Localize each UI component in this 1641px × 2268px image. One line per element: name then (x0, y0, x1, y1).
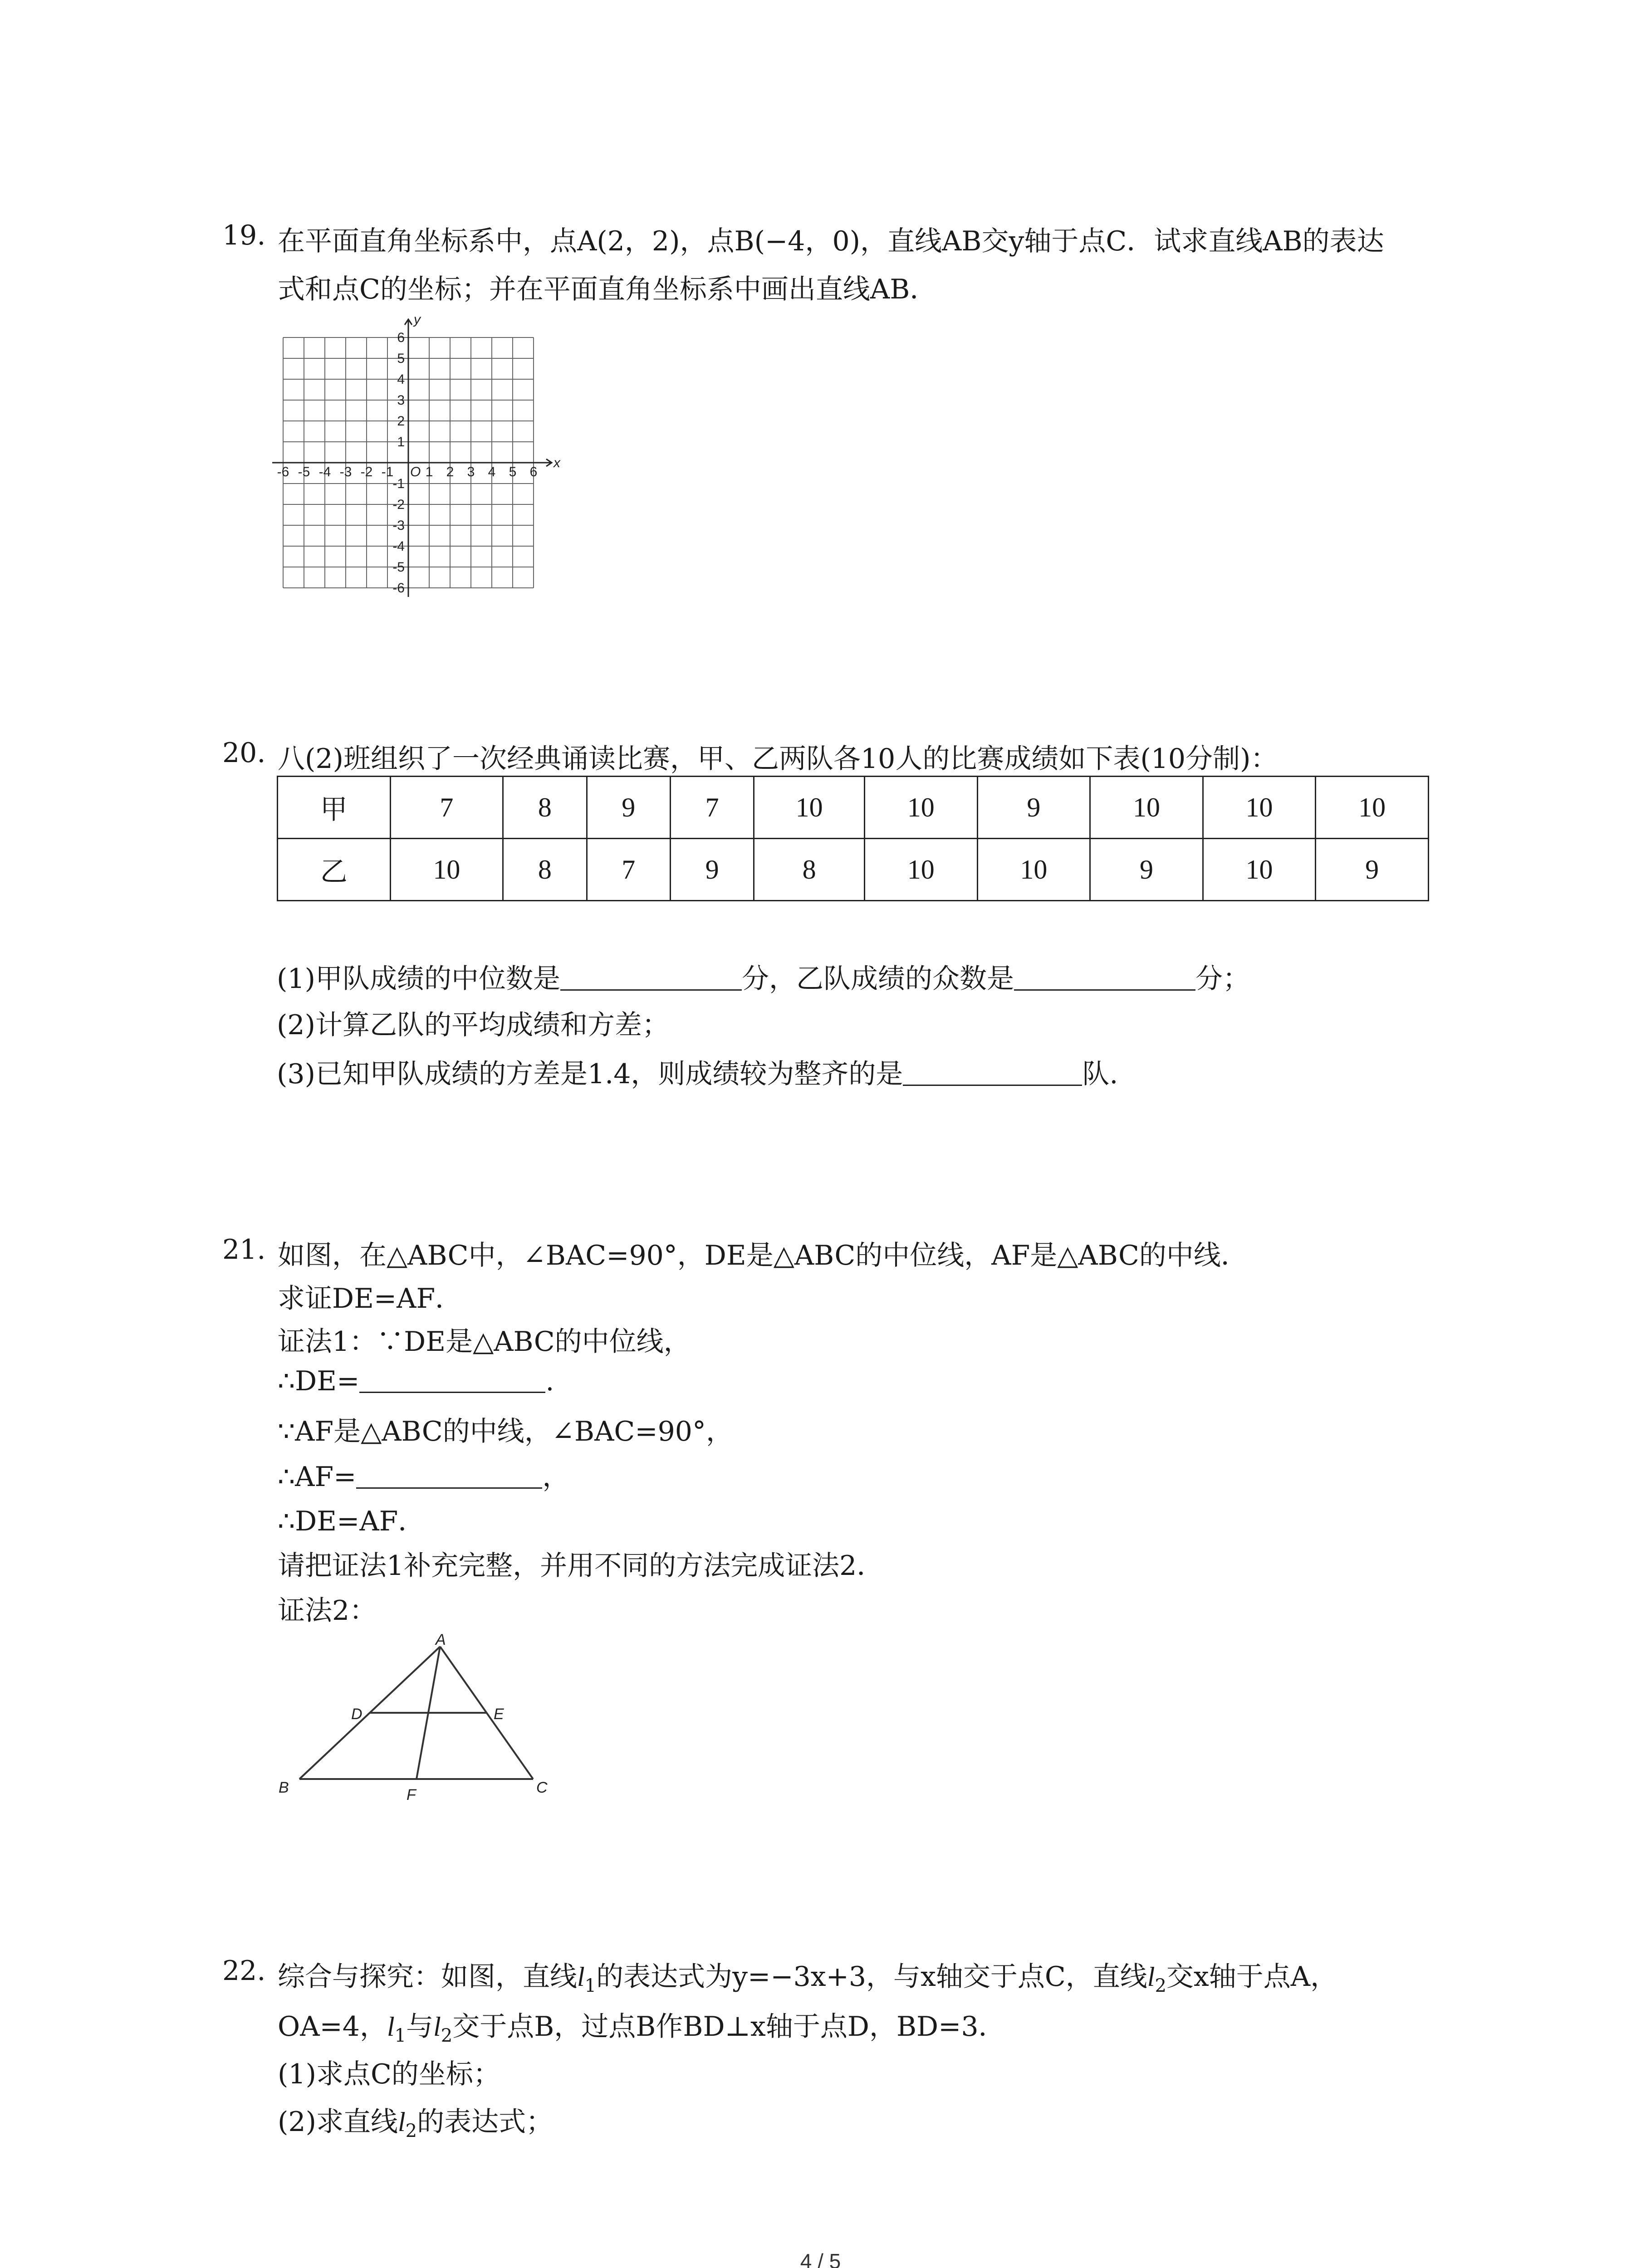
q20-score-table (277, 776, 1429, 901)
q21-line2: 求证DE=AF． (278, 1283, 463, 1315)
score-cell: 8 (503, 777, 587, 839)
team-name-cell: 乙 (278, 839, 391, 901)
q21-line4 (278, 1365, 554, 1397)
q21-af-blank[interactable] (356, 1461, 542, 1489)
q20-part3-text-b: 队. (1082, 1058, 1118, 1090)
score-cell: 10 (390, 839, 503, 901)
q20-part1-text-c: 分； (1195, 963, 1250, 995)
team-name-cell: 甲 (278, 777, 391, 839)
x-tick-label: 1 (425, 464, 433, 479)
point-label-c: C (536, 1779, 548, 1796)
x-tick-label: 3 (467, 464, 475, 479)
y-tick-label: -3 (392, 518, 405, 533)
q22-line1-text-b: 的表达式为y=−3x+3，与x轴交于点C，直线 (596, 1961, 1147, 1993)
q21-line6-text: ∴AF= (278, 1461, 357, 1493)
y-tick-label: -1 (392, 476, 405, 491)
score-cell: 10 (1203, 777, 1316, 839)
x-tick-label: 2 (446, 464, 454, 479)
score-cell: 9 (977, 777, 1090, 839)
score-cell: 9 (587, 777, 670, 839)
q21-line6-comma: ， (542, 1461, 570, 1493)
l2-symbol: l (398, 2107, 406, 2137)
x-tick-label: -2 (360, 464, 373, 479)
q20-part1-text-a: (1)甲队成绩的中位数是 (277, 963, 560, 995)
score-cell: 9 (1316, 839, 1429, 901)
score-cell: 7 (390, 777, 503, 839)
l2-subscript: 2 (1155, 1975, 1166, 1996)
q19-number: 19. (222, 220, 266, 251)
y-tick-label: -6 (392, 581, 405, 596)
q22-number: 22. (222, 1955, 266, 1987)
q22-line1-text-a: 综合与探究：如图，直线 (278, 1961, 577, 1993)
q21-de-blank[interactable] (359, 1365, 545, 1393)
q20-mode-blank[interactable] (1014, 963, 1195, 991)
q22-line2 (278, 2005, 1006, 2046)
q21-line9: 证法2： (278, 1595, 377, 1627)
q22-line1 (278, 1955, 1337, 1996)
x-tick-label: -1 (381, 464, 394, 479)
score-cell: 7 (670, 777, 754, 839)
y-axis-label: y (414, 312, 421, 327)
score-cell: 10 (1316, 777, 1429, 839)
q19-coordinate-grid (272, 299, 581, 599)
y-tick-label: 3 (397, 393, 405, 408)
y-tick-label: -2 (392, 497, 405, 512)
x-tick-label: -5 (298, 464, 310, 479)
l1-symbol: l (387, 2012, 395, 2042)
q22-line1-text-c: 交x轴于点A， (1166, 1961, 1338, 1993)
score-cell: 10 (1203, 839, 1316, 901)
page-number: 4 / 5 (800, 2249, 841, 2268)
y-tick-label: -4 (392, 539, 405, 554)
q22-part2 (278, 2100, 553, 2141)
score-cell: 10 (977, 839, 1090, 901)
q22-line2-text-b: 与 (406, 2011, 434, 2043)
q22-part2-text-a: (2)求直线 (278, 2106, 398, 2138)
y-tick-label: 5 (397, 351, 405, 366)
q22-line2-text-c: 交于点B，过点B作BD⊥x轴于点D，BD=3． (452, 2011, 1006, 2043)
q20-part3-text-a: (3)已知甲队成绩的方差是1.4，则成绩较为整齐的是 (277, 1058, 903, 1090)
q19-text-line2: 式和点C的坐标；并在平面直角坐标系中画出直线AB． (278, 274, 937, 305)
origin-label: O (410, 464, 421, 479)
l2-symbol: l (433, 2012, 441, 2042)
q22-part1: (1)求点C的坐标； (278, 2058, 500, 2090)
l1-symbol: l (577, 1962, 585, 1992)
q20-team-blank[interactable] (903, 1058, 1082, 1086)
score-cell: 10 (865, 839, 978, 901)
y-axis (405, 319, 412, 597)
l1-subscript: 1 (584, 1975, 597, 1996)
point-label-a: A (436, 1633, 446, 1648)
q20-intro: 八(2)班组织了一次经典诵读比赛，甲、乙两队各10人的比赛成绩如下表(10分制)： (278, 743, 1278, 775)
score-cell: 9 (1090, 839, 1203, 901)
l2-subscript: 2 (405, 2121, 417, 2141)
score-cell: 10 (865, 777, 978, 839)
y-tick-label: 6 (397, 330, 405, 345)
y-tick-label: 4 (397, 372, 405, 387)
x-tick-label: 5 (509, 464, 517, 479)
q21-line4-period: . (545, 1365, 554, 1397)
score-cell: 10 (754, 777, 865, 839)
score-cell: 8 (754, 839, 865, 901)
table-row (278, 777, 1429, 839)
q20-number: 20. (222, 737, 266, 769)
x-tick-label: -3 (339, 464, 352, 479)
x-tick-label: 4 (488, 464, 496, 479)
point-label-f: F (407, 1786, 416, 1804)
table-row (278, 839, 1429, 901)
point-label-e: E (494, 1706, 504, 1723)
score-cell: 7 (587, 839, 670, 901)
q21-line4-text: ∴DE= (278, 1365, 360, 1397)
x-tick-label: -4 (318, 464, 331, 479)
q19-text-line1: 在平面直角坐标系中，点A(2，2)，点B(−4，0)，直线AB交y轴于点C．试求直线AB的表达 (278, 225, 1384, 257)
q20-part3 (277, 1052, 1118, 1091)
q20-part2: (2)计算乙队的平均成绩和方差； (277, 1009, 669, 1041)
q20-part1-text-b: 分，乙队成绩的众数是 (742, 963, 1014, 995)
q21-triangle-figure (272, 1633, 563, 1805)
q21-number: 21. (222, 1234, 266, 1266)
q22-part2-text-b: 的表达式； (417, 2106, 554, 2138)
point-label-d: D (351, 1706, 362, 1723)
q21-line7: ∴DE=AF． (278, 1505, 426, 1537)
q20-part1 (277, 957, 1250, 996)
q21-line1: 如图，在△ABC中，∠BAC=90°，DE是△ABC的中位线，AF是△ABC的中线． (278, 1240, 1248, 1271)
l2-symbol: l (1147, 1962, 1155, 1992)
l1-subscript: 1 (394, 2025, 407, 2046)
y-tick-label: 2 (397, 414, 405, 429)
q21-line8: 请把证法1补充完整，并用不同的方法完成证法2． (278, 1550, 884, 1582)
q20-median-blank[interactable] (560, 963, 742, 991)
q21-line6 (278, 1455, 569, 1494)
q22-line2-text-a: OA=4， (278, 2011, 387, 2043)
x-tick-label: 6 (529, 464, 538, 479)
l2-subscript: 2 (441, 2025, 453, 2046)
score-cell: 8 (503, 839, 587, 901)
point-label-b: B (279, 1779, 289, 1796)
q21-line5: ∵AF是△ABC的中线，∠BAC=90°， (278, 1416, 733, 1447)
x-axis-label: x (554, 455, 560, 470)
y-tick-label: 1 (397, 435, 405, 450)
q21-line3: 证法1：∵DE是△ABC的中位线， (278, 1326, 691, 1358)
x-tick-label: -6 (277, 464, 289, 479)
score-cell: 9 (670, 839, 754, 901)
score-cell: 10 (1090, 777, 1203, 839)
y-tick-label: -5 (392, 560, 405, 575)
